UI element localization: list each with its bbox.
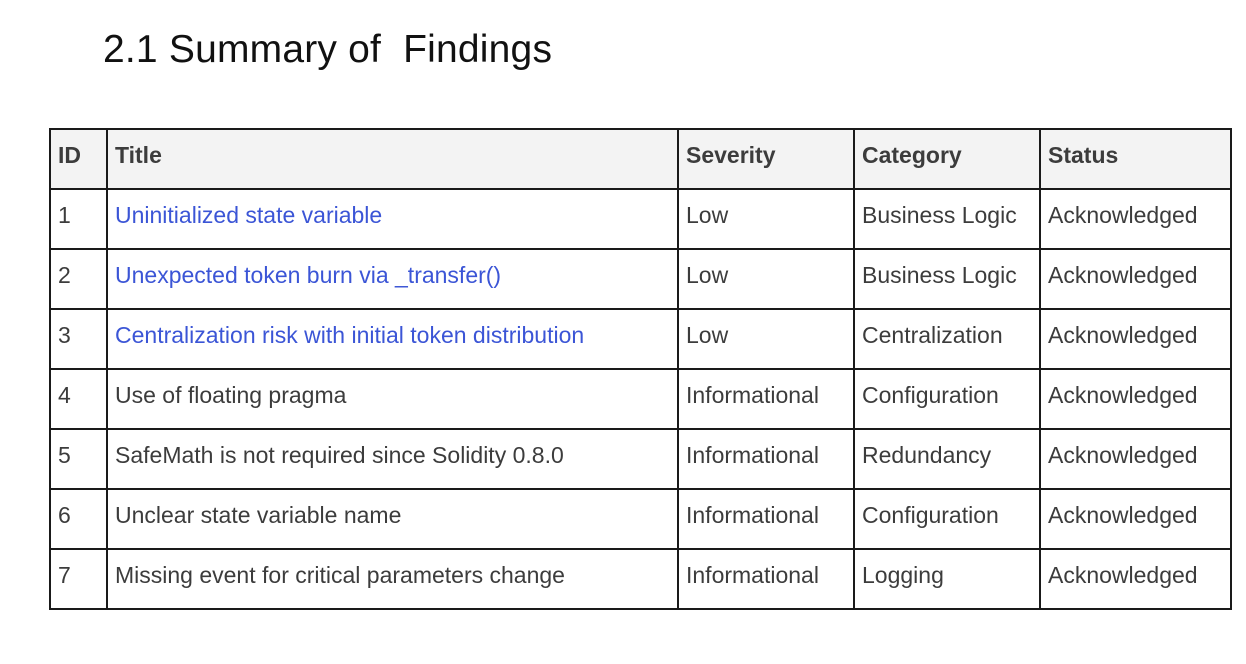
- cell-category: Redundancy: [854, 429, 1040, 489]
- cell-status: Acknowledged: [1040, 249, 1231, 309]
- cell-category: Centralization: [854, 309, 1040, 369]
- cell-title: SafeMath is not required since Solidity 0.8.0: [107, 429, 678, 489]
- cell-category: Business Logic: [854, 189, 1040, 249]
- header-severity: Severity: [678, 129, 854, 189]
- findings-table-header: [50, 129, 1231, 189]
- cell-severity: Low: [678, 309, 854, 369]
- finding-title-link[interactable]: Centralization risk with initial token distribution: [107, 309, 678, 369]
- cell-id: 1: [50, 189, 107, 249]
- cell-id: 6: [50, 489, 107, 549]
- cell-category: Logging: [854, 549, 1040, 609]
- header-row: [50, 129, 1231, 189]
- cell-id: 7: [50, 549, 107, 609]
- cell-title: Unclear state variable name: [107, 489, 678, 549]
- section-heading: 2.1 Summary of Findings: [103, 28, 553, 71]
- cell-id: 4: [50, 369, 107, 429]
- cell-category: Business Logic: [854, 249, 1040, 309]
- cell-category: Configuration: [854, 489, 1040, 549]
- cell-id: 2: [50, 249, 107, 309]
- finding-title-link[interactable]: Unexpected token burn via _transfer(): [107, 249, 678, 309]
- cell-category: Configuration: [854, 369, 1040, 429]
- cell-title: Use of floating pragma: [107, 369, 678, 429]
- table-row: [50, 189, 1231, 249]
- findings-table-body: [50, 189, 1231, 609]
- table-row: [50, 549, 1231, 609]
- cell-status: Acknowledged: [1040, 549, 1231, 609]
- cell-id: 3: [50, 309, 107, 369]
- cell-severity: Low: [678, 249, 854, 309]
- header-id: ID: [50, 129, 107, 189]
- cell-status: Acknowledged: [1040, 429, 1231, 489]
- findings-table: [49, 128, 1232, 610]
- table-row: [50, 489, 1231, 549]
- table-row: [50, 369, 1231, 429]
- cell-status: Acknowledged: [1040, 189, 1231, 249]
- cell-severity: Informational: [678, 549, 854, 609]
- cell-title: Missing event for critical parameters change: [107, 549, 678, 609]
- cell-status: Acknowledged: [1040, 369, 1231, 429]
- finding-title-link[interactable]: Uninitialized state variable: [107, 189, 678, 249]
- cell-severity: Informational: [678, 489, 854, 549]
- cell-id: 5: [50, 429, 107, 489]
- cell-severity: Informational: [678, 429, 854, 489]
- cell-status: Acknowledged: [1040, 489, 1231, 549]
- table-row: [50, 249, 1231, 309]
- cell-severity: Informational: [678, 369, 854, 429]
- cell-severity: Low: [678, 189, 854, 249]
- table-row: [50, 429, 1231, 489]
- table-row: [50, 309, 1231, 369]
- header-status: Status: [1040, 129, 1231, 189]
- cell-status: Acknowledged: [1040, 309, 1231, 369]
- header-category: Category: [854, 129, 1040, 189]
- header-title: Title: [107, 129, 678, 189]
